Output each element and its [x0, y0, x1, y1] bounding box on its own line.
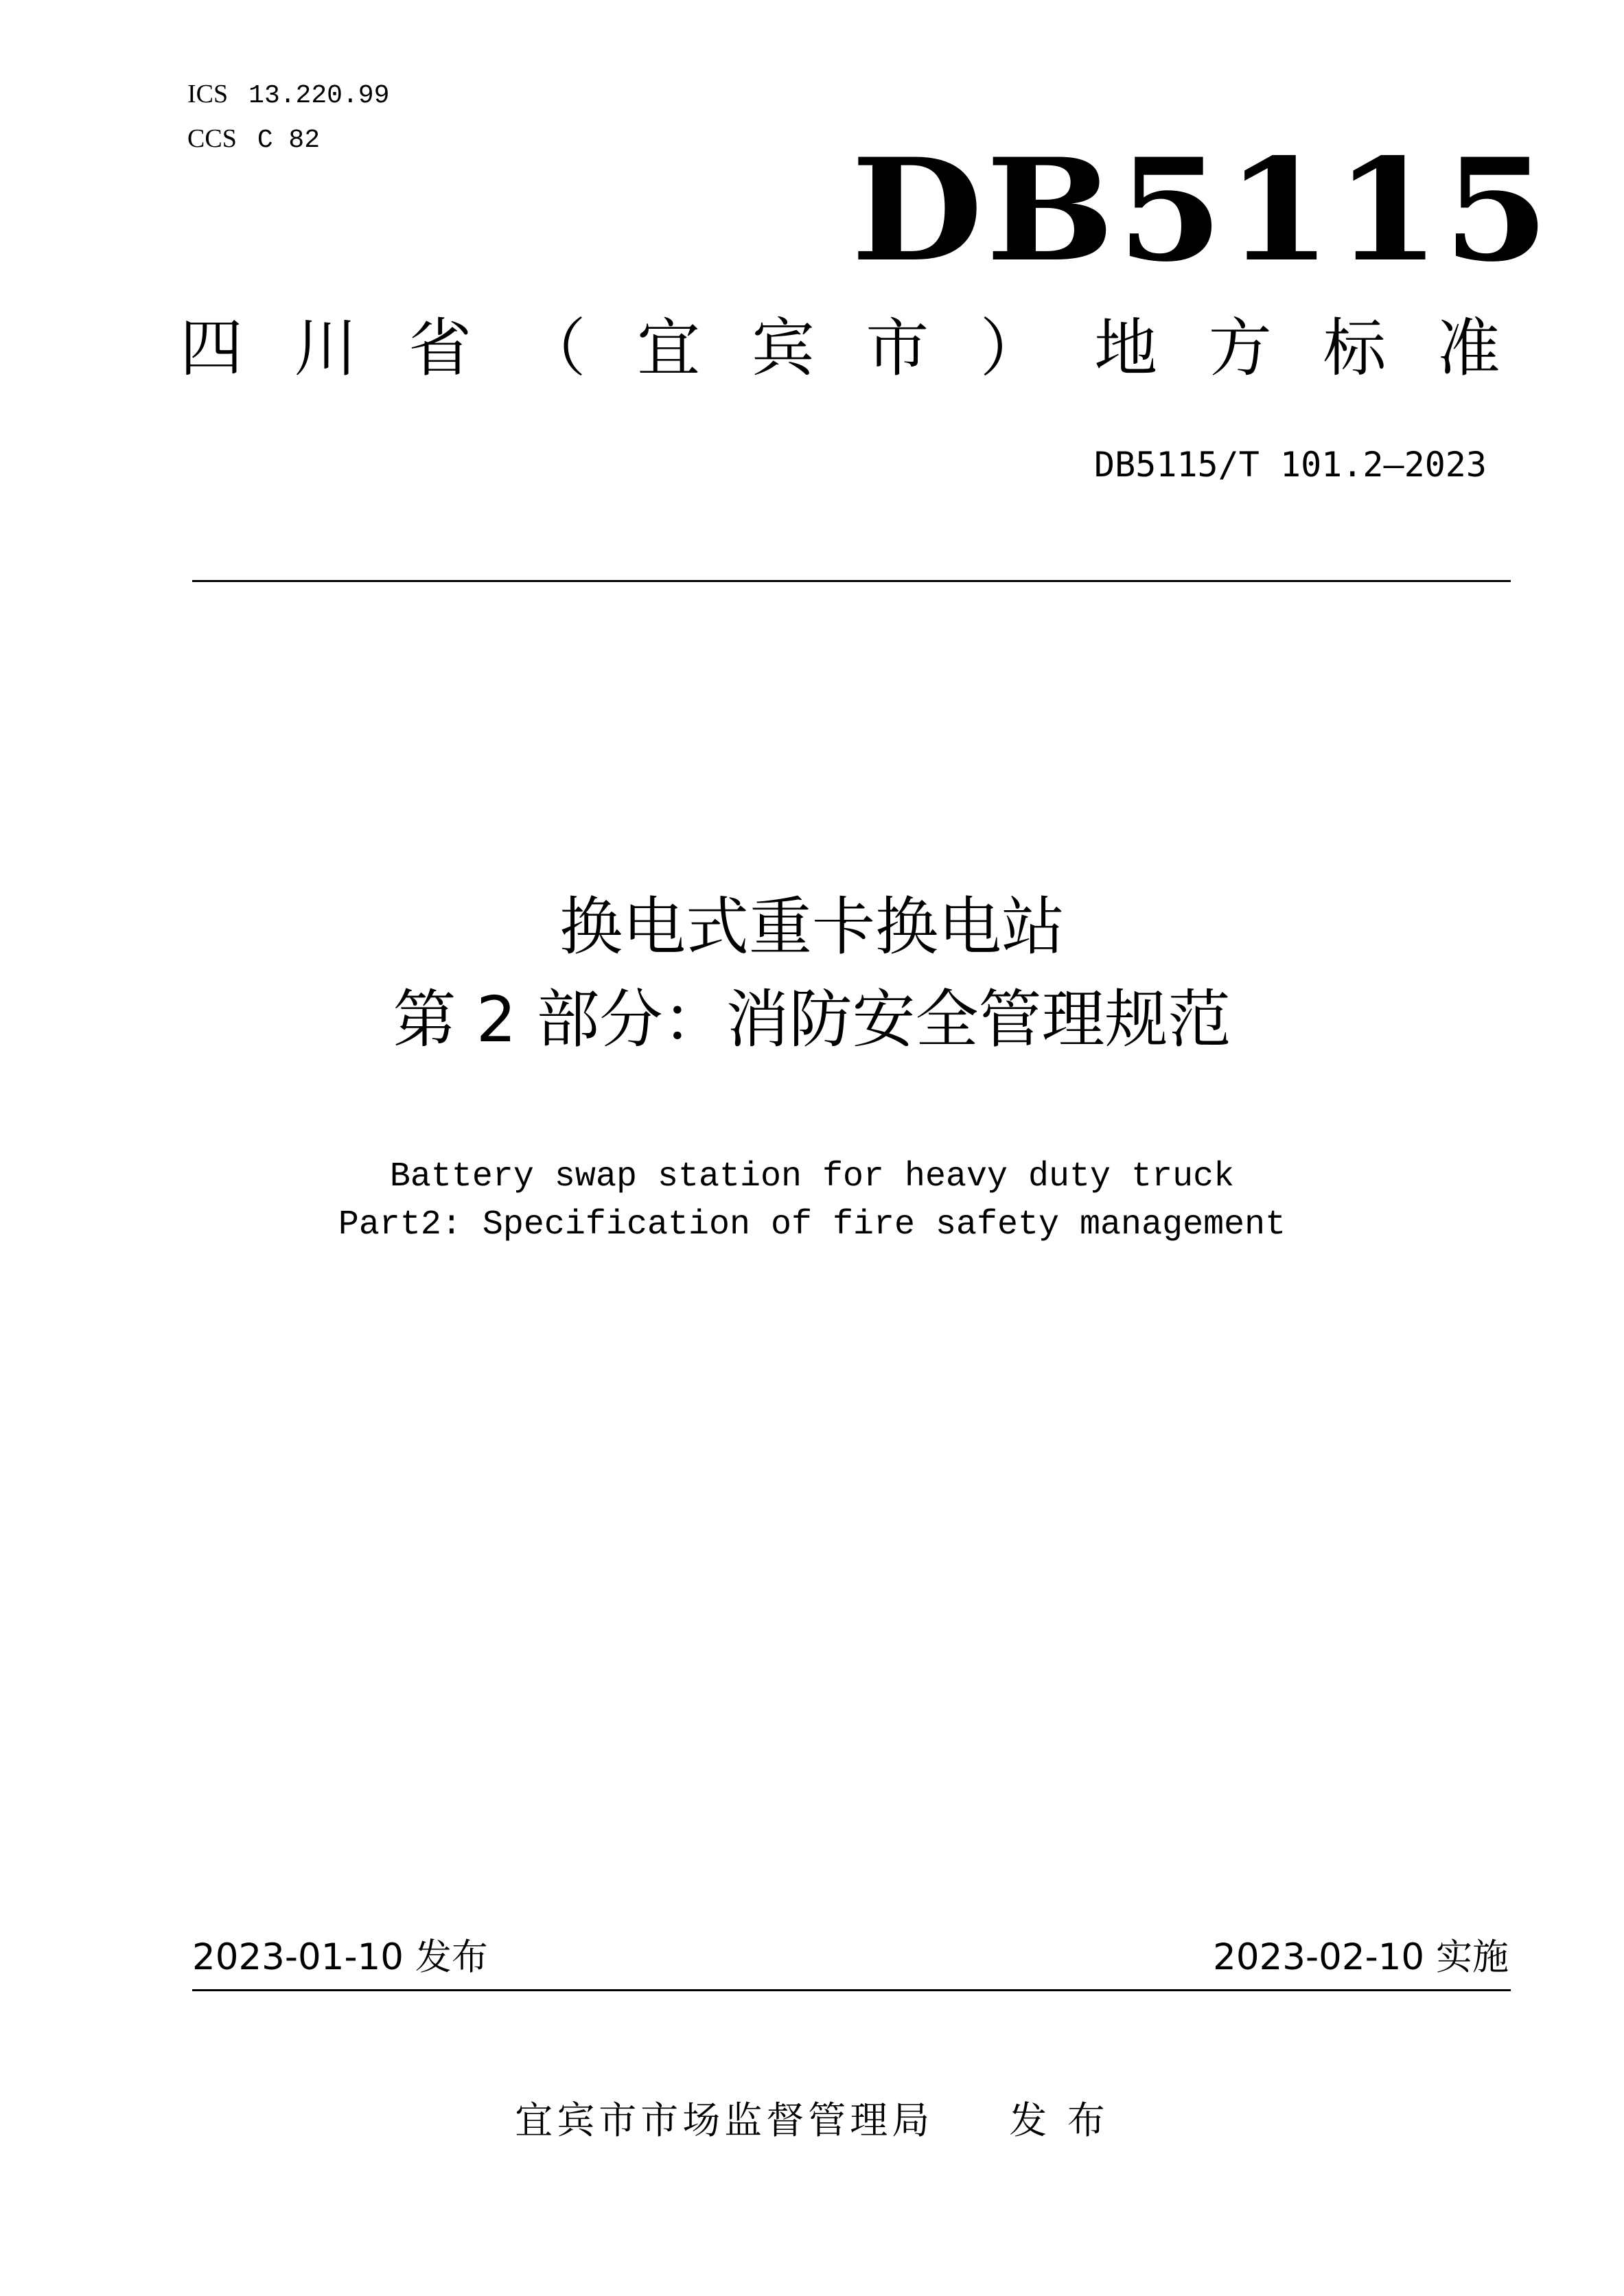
ccs-label: CCS [187, 124, 237, 153]
ics-code: 13.220.99 [248, 81, 390, 111]
effective-date: 2023-02-10 实施 [1213, 1936, 1509, 1978]
title-en-line1: Battery swap station for heavy duty truck [389, 1157, 1235, 1196]
title-en-line2: Part2: Specification of fire safety management [338, 1205, 1286, 1244]
authority-char: 省 [408, 312, 472, 385]
ics-line [187, 81, 389, 109]
publisher-name: 宜宾市市场监督管理局 [515, 2098, 934, 2142]
ics-label: ICS [187, 80, 229, 108]
standard-number: DB5115/T 101.2—2023 [1094, 445, 1487, 485]
publisher-action: 发 布 [1009, 2098, 1109, 2142]
footer-divider [192, 1989, 1511, 1991]
ccs-line [187, 126, 320, 154]
authority-char: （ [522, 312, 586, 385]
publisher-line [0, 2098, 1624, 2142]
title-cn-line2: 第 2 部分：消防安全管理规范 [393, 983, 1231, 1056]
title-cn-line1: 换电式重卡换电站 [559, 890, 1065, 964]
authority-char: 川 [294, 312, 358, 385]
authority-char: 四 [180, 312, 244, 385]
issue-date: 2023-01-10 发布 [192, 1936, 488, 1978]
ccs-code: C 82 [257, 126, 321, 155]
authority-char: ） [979, 312, 1043, 385]
authority-char: 地 [1094, 312, 1158, 385]
authority-char: 宾 [751, 312, 815, 385]
authority-char: 准 [1437, 312, 1500, 385]
header-divider [192, 580, 1511, 582]
authority-char: 标 [1323, 312, 1387, 385]
authority-char: 方 [1208, 312, 1272, 385]
db-logo: DB5115 [851, 128, 1553, 293]
authority-char: 宜 [637, 312, 701, 385]
standard-authority [180, 312, 1500, 385]
authority-char: 市 [866, 312, 929, 385]
